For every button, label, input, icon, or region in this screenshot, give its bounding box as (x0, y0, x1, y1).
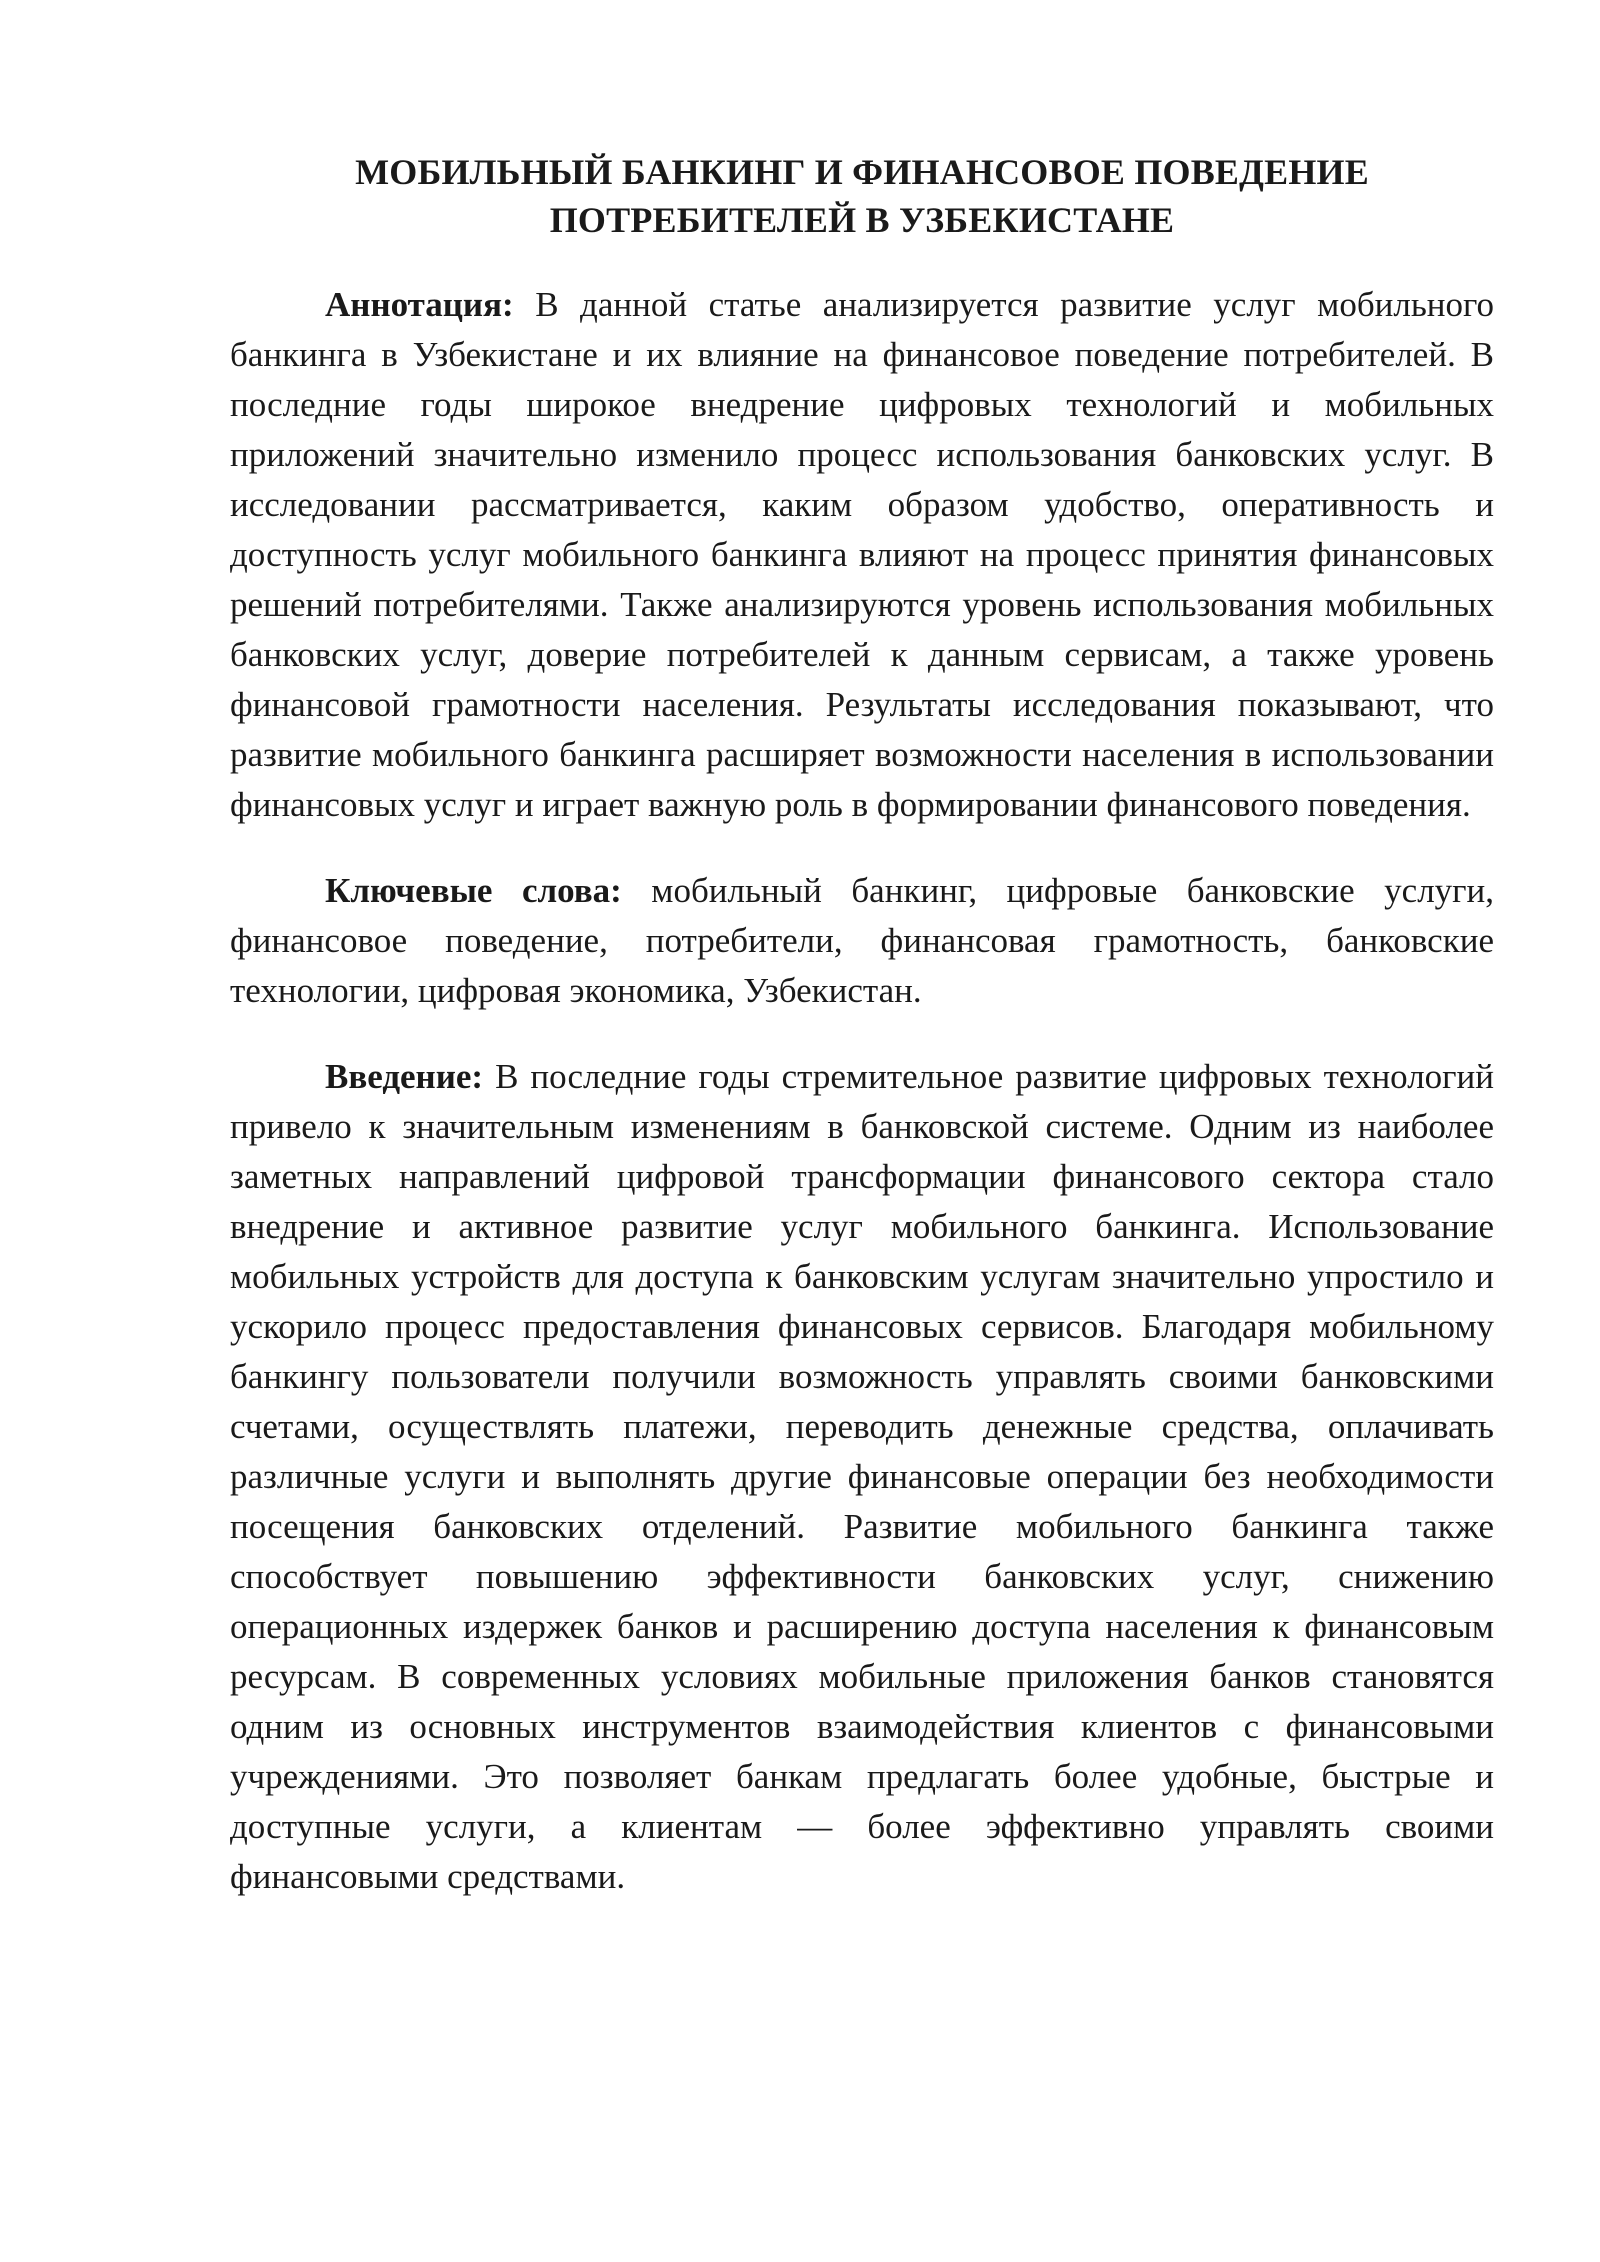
keywords-text: мобильный банкинг, цифровые банковские услуги, финансовое поведение, потребители, финансовая грамотность, банковские технологии, цифровая экономика, Узбекистан. (230, 871, 1494, 1010)
keywords-label: Ключевые слова: (325, 871, 622, 910)
paragraph-gap (230, 1016, 1494, 1052)
introduction-text: В последние годы стремительное развитие цифровых технологий привело к значительным изменениям в банковской системе. Одним из наиболее заметных направлений цифровой трансформации финансового сектора стало внедрение и активное развитие услуг мобильного банкинга. Использование мобильных устройств для доступа к банковским услугам значительно упростило и ускорило процесс предоставления финансовых сервисов. Благодаря мобильному банкингу пользователи получили возможность управлять своими банковскими счетами, осуществлять платежи, переводить денежные средства, оплачивать различные услуги и выполнять другие финансовые операции без необходимости посещения банковских отделений. Развитие мобильного банкинга также способствует повышению эффективности банковских услуг, снижению операционных издержек банков и расширению доступа населения к финансовым ресурсам. В современных условиях мобильные приложения банков становятся одним из основных инструментов взаимодействия клиентов с финансовыми учреждениями. Это позволяет банкам предлагать более удобные, быстрые и доступные услуги, а клиентам — более эффективно управлять своими финансовыми средствами. (230, 1057, 1494, 1896)
abstract-paragraph (230, 280, 1494, 830)
paper-title (230, 148, 1494, 244)
keywords-paragraph (230, 866, 1494, 1016)
introduction-paragraph (230, 1052, 1494, 1902)
paragraph-gap (230, 830, 1494, 866)
paper-title-line-2: ПОТРЕБИТЕЛЕЙ В УЗБЕКИСТАНЕ (549, 200, 1175, 240)
abstract-text: В данной статье анализируется развитие услуг мобильного банкинга в Узбекистане и их влияние на финансовое поведение потребителей. В последние годы широкое внедрение цифровых технологий и мобильных приложений значительно изменило процесс использования банковских услуг. В исследовании рассматривается, каким образом удобство, оперативность и доступность услуг мобильного банкинга влияют на процесс принятия финансовых решений потребителями. Также анализируются уровень использования мобильных банковских услуг, доверие потребителей к данным сервисам, а также уровень финансовой грамотности населения. Результаты исследования показывают, что развитие мобильного банкинга расширяет возможности населения в использовании финансовых услуг и играет важную роль в формировании финансового поведения. (230, 285, 1494, 824)
abstract-label: Аннотация: (325, 285, 514, 324)
introduction-label: Введение: (325, 1057, 484, 1096)
paper-title-line-1: МОБИЛЬНЫЙ БАНКИНГ И ФИНАНСОВОЕ ПОВЕДЕНИЕ (355, 152, 1369, 192)
document-page (230, 148, 1494, 1902)
